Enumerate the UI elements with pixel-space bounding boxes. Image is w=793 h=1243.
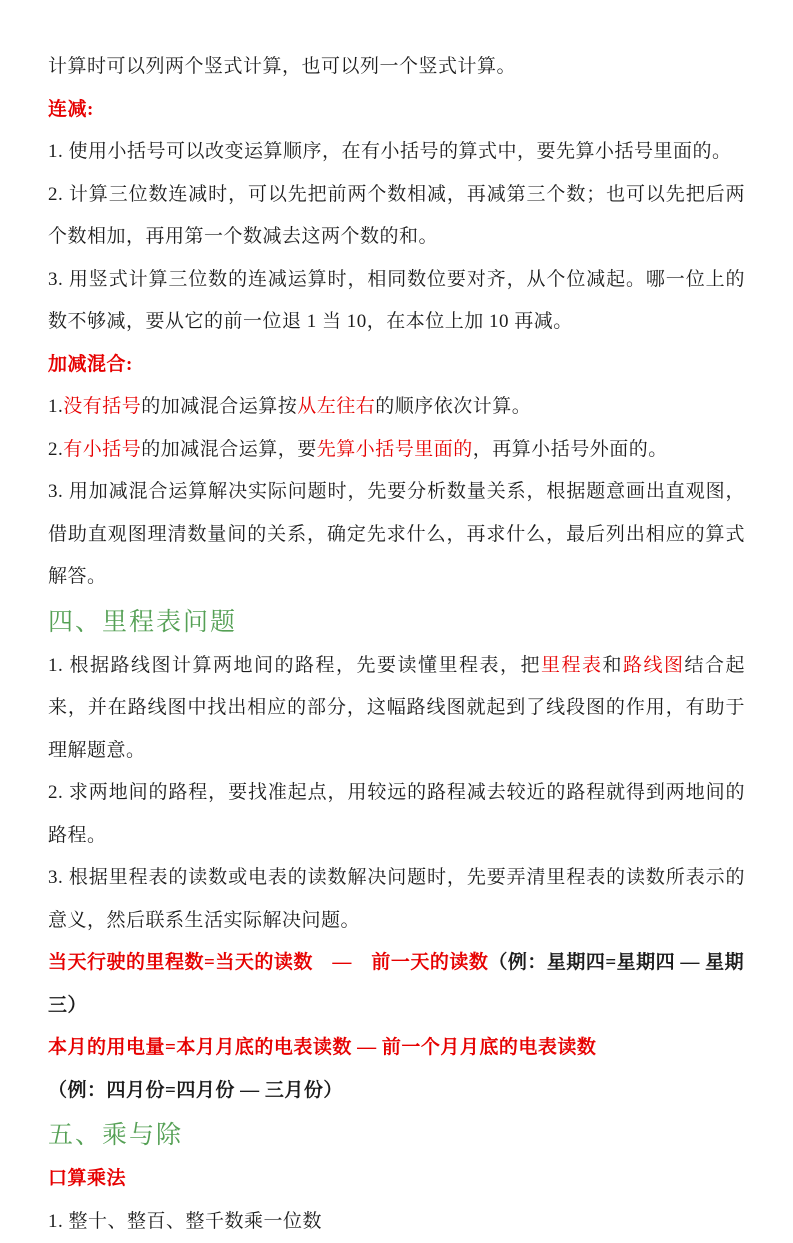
- text-run: （例：星期四=星期四 — 星期三）: [48, 952, 744, 1016]
- text-run: 3. 用加减混合运算解决实际问题时，先要分析数量关系，根据题意画出直观图，借助直观图理清数量间的关系，确定先求什么，再求什么，最后列出相应的算式解答。: [48, 481, 745, 587]
- text-run: 1. 使用小括号可以改变运算顺序，在有小括号的算式中，要先算小括号里面的。: [48, 141, 732, 162]
- item-3-column-subtraction-borrowing: [48, 259, 745, 344]
- item-2-with-parentheses-first: [48, 429, 745, 472]
- text-run: 四、里程表问题: [48, 608, 237, 636]
- item-2-three-digit-consecutive-subtraction: [48, 174, 745, 259]
- document-blocks: [48, 46, 745, 1243]
- text-run: 有小括号: [63, 439, 141, 460]
- example-april-electricity: [48, 1070, 745, 1113]
- text-run: 3. 根据里程表的读数或电表的读数解决问题时，先要弄清里程表的读数所表示的意义，然后联系生活实际解决问题。: [48, 867, 745, 931]
- section-5-multiplication-division: [48, 1112, 745, 1158]
- text-run: 1. 根据路线图计算两地间的路程，先要读懂里程表，把: [48, 655, 541, 676]
- section-4-mileage-table-problems: [48, 599, 745, 645]
- text-run: 口算乘法: [48, 1168, 126, 1189]
- text-run: 2.: [48, 439, 63, 460]
- item-3-solve-practical-problems: [48, 471, 745, 599]
- text-run: 的加减混合运算按: [141, 396, 297, 417]
- heading-consecutive-subtraction: [48, 89, 745, 132]
- item-1-parentheses-change-order: [48, 131, 745, 174]
- text-run: 路线图: [623, 655, 685, 676]
- text-run: 1.: [48, 396, 63, 417]
- text-run: 加减混合:: [48, 354, 133, 375]
- text-run: （例：四月份=四月份 — 三月份）: [48, 1080, 343, 1101]
- item-3-meter-readings-meaning: [48, 857, 745, 942]
- text-run: 里程表: [541, 655, 603, 676]
- text-run: 先算小括号里面的: [317, 439, 473, 460]
- heading-mixed-addition-subtraction: [48, 344, 745, 387]
- text-run: 本月的用电量=本月月底的电表读数 — 前一个月月底的电表读数: [48, 1037, 596, 1058]
- formula-daily-mileage: [48, 942, 745, 1027]
- text-run: 结合起来，并在路线图中找出相应的部分，这幅路线图就起到了线段图的作用，有助于理解题意。: [48, 655, 745, 761]
- item-2-distance-between-two-places: [48, 772, 745, 857]
- text-run: 的顺序依次计算。: [375, 396, 531, 417]
- item-1-whole-tens-hundreds-thousands: [48, 1201, 745, 1243]
- text-run: 3. 用竖式计算三位数的连减运算时，相同数位要对齐，从个位减起。哪一位上的数不够减，要从它的前一位退 1 当 10，在本位上加 10 再减。: [48, 269, 745, 333]
- text-run: 和: [602, 655, 623, 676]
- text-run: 五、乘与除: [48, 1121, 183, 1149]
- heading-oral-multiplication: [48, 1158, 745, 1201]
- text-run: 的加减混合运算，要: [141, 439, 317, 460]
- text-run: 没有括号: [63, 396, 141, 417]
- text-run: 连减:: [48, 99, 94, 120]
- text-run: 2. 求两地间的路程，要找准起点，用较远的路程减去较近的路程就得到两地间的路程。: [48, 782, 745, 846]
- para-vertical-calculation: [48, 46, 745, 89]
- text-run: 当天行驶的里程数=当天的读数 — 前一天的读数: [48, 952, 488, 973]
- text-run: ，再算小括号外面的。: [473, 439, 668, 460]
- text-run: 从左往右: [297, 396, 375, 417]
- text-run: 计算时可以列两个竖式计算，也可以列一个竖式计算。: [48, 56, 516, 77]
- text-run: 2. 计算三位数连减时，可以先把前两个数相减，再减第三个数；也可以先把后两个数相加，再用第一个数减去这两个数的和。: [48, 184, 745, 248]
- item-1-no-parentheses-left-to-right: [48, 386, 745, 429]
- formula-monthly-electricity: [48, 1027, 745, 1070]
- text-run: 1. 整十、整百、整千数乘一位数: [48, 1211, 322, 1232]
- item-1-route-map-and-mileage-table: [48, 645, 745, 773]
